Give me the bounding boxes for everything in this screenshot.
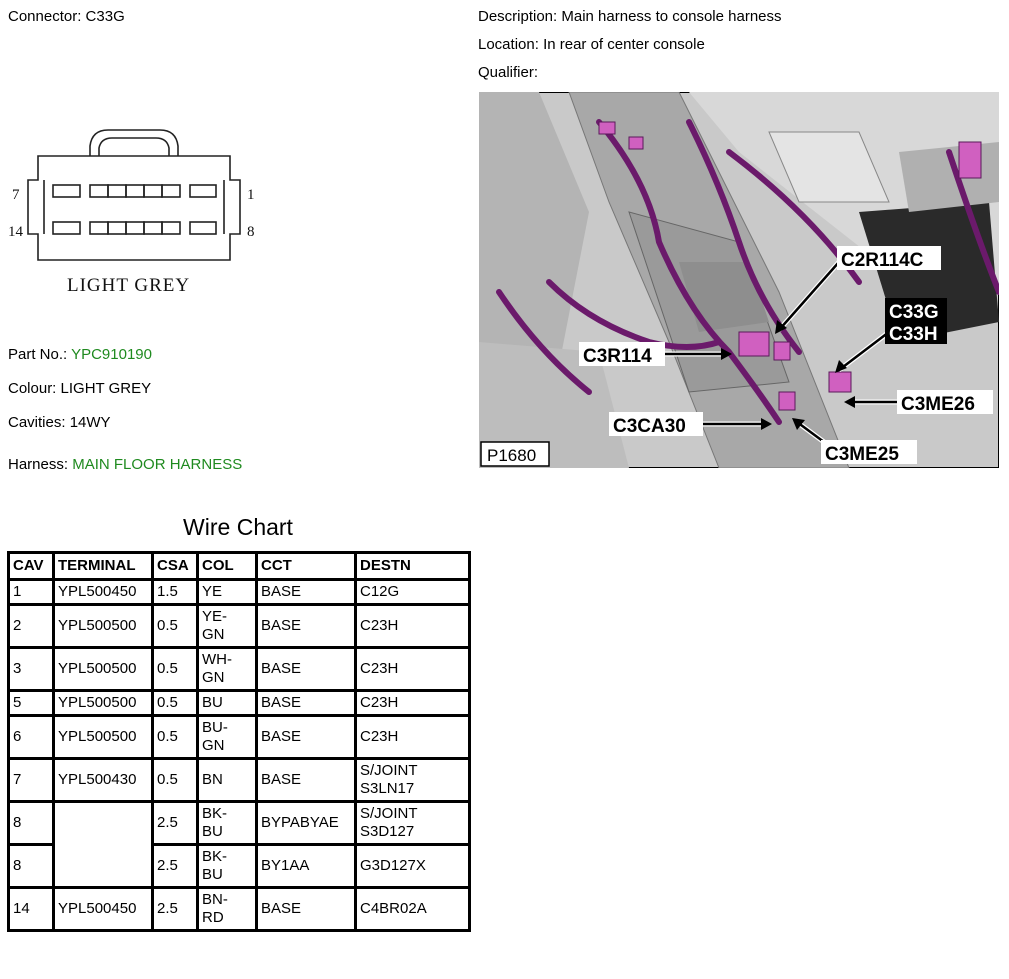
- cell-col: [198, 691, 257, 716]
- cell-col-text: YE: [202, 583, 223, 600]
- cell-col-text: BK-: [202, 805, 228, 822]
- cavities-label: Cavities:: [8, 414, 66, 431]
- cell-cct-text: BASE: [261, 771, 302, 788]
- cell-csa: [153, 802, 198, 845]
- cell-col: [198, 845, 257, 888]
- table-row: [9, 888, 470, 931]
- description-line: [478, 8, 782, 25]
- cell-col-text: BU: [202, 823, 223, 840]
- cell-cav: [9, 648, 54, 691]
- cell-cav-text: 7: [13, 771, 22, 788]
- callout-c3r114: C3R114: [583, 346, 652, 367]
- header-csa: CSA: [153, 553, 198, 580]
- cell-cav: [9, 759, 54, 802]
- pin-label-7: 7: [12, 187, 20, 203]
- cell-cav-text: 8: [13, 857, 22, 874]
- cell-cav-text: 3: [13, 660, 22, 677]
- cell-cav: [9, 888, 54, 931]
- header-cct: CCT: [257, 553, 356, 580]
- location-label: Location:: [478, 36, 539, 53]
- cell-col-text: BU: [202, 866, 223, 883]
- cavities-value: 14WY: [69, 414, 111, 431]
- cell-destn-text: C23H: [360, 617, 399, 634]
- cell-cav: [9, 580, 54, 605]
- table-row: [9, 580, 470, 605]
- part-no-line: [8, 346, 152, 363]
- cell-destn: [356, 845, 470, 888]
- callout-c3me25: C3ME25: [825, 444, 899, 465]
- cell-terminal-text: YPL500500: [58, 660, 137, 677]
- cell-destn-text: C23H: [360, 694, 399, 711]
- cell-terminal: [54, 716, 153, 759]
- cell-cav-text: 6: [13, 728, 22, 745]
- table-row: [9, 802, 470, 845]
- colour-line: [8, 380, 151, 397]
- cell-csa: [153, 888, 198, 931]
- description-label: Description:: [478, 8, 558, 25]
- connector-value: C33G: [85, 8, 125, 25]
- cell-cct-text: BASE: [261, 728, 302, 745]
- cell-col-text: YE-: [202, 608, 228, 625]
- cell-cct: [257, 648, 356, 691]
- header-terminal: TERMINAL: [54, 553, 153, 580]
- cell-cct: [257, 691, 356, 716]
- colour-value: LIGHT GREY: [60, 380, 152, 397]
- cell-col-text: GN: [202, 626, 225, 643]
- callout-c33g: C33G: [889, 302, 939, 323]
- cell-col: [198, 716, 257, 759]
- cell-cav: [9, 802, 54, 845]
- qualifier-line: [478, 64, 538, 81]
- cell-col-text: GN: [202, 669, 225, 686]
- description-value: Main harness to console harness: [561, 8, 782, 25]
- cell-terminal: [54, 580, 153, 605]
- location-line: [478, 36, 705, 53]
- cell-destn-text: C23H: [360, 660, 399, 677]
- cell-csa-text: 0.5: [157, 617, 178, 634]
- cell-cct-text: BASE: [261, 660, 302, 677]
- cell-cav: [9, 716, 54, 759]
- cell-terminal: [54, 888, 153, 931]
- cell-col-text: BN-: [202, 891, 228, 908]
- table-row: [9, 691, 470, 716]
- pin-label-8: 8: [247, 224, 255, 240]
- location-illustration: [479, 92, 999, 468]
- cell-csa: [153, 759, 198, 802]
- cell-destn-text: S3D127: [360, 823, 415, 840]
- cell-col: [198, 759, 257, 802]
- cell-csa-text: 0.5: [157, 728, 178, 745]
- cell-col-text: BU-: [202, 719, 228, 736]
- qualifier-label: Qualifier:: [478, 64, 539, 81]
- connector-label: Connector:: [8, 8, 82, 25]
- cell-cav: [9, 845, 54, 888]
- connector-face-drawing: [4, 118, 274, 308]
- cell-csa-text: 0.5: [157, 694, 178, 711]
- cell-cav: [9, 691, 54, 716]
- cell-destn-text: S/JOINT: [360, 805, 418, 822]
- cell-col-text: RD: [202, 909, 224, 926]
- cell-col-text: BK-: [202, 848, 228, 865]
- cell-cav-text: 8: [13, 814, 22, 831]
- cell-terminal-text: YPL500450: [58, 900, 137, 917]
- colour-label: Colour:: [8, 380, 57, 397]
- cell-destn-text: C23H: [360, 728, 399, 745]
- part-no-value[interactable]: YPC910190: [71, 346, 152, 363]
- cell-destn-text: G3D127X: [360, 857, 426, 874]
- cell-terminal-text: YPL500450: [58, 583, 137, 600]
- cell-terminal-text: YPL500500: [58, 728, 137, 745]
- cell-cct-text: BASE: [261, 900, 302, 917]
- cell-cav-text: 2: [13, 617, 22, 634]
- cell-col: [198, 605, 257, 648]
- cell-destn: [356, 648, 470, 691]
- callout-c33h: C33H: [889, 324, 938, 345]
- cell-col-text: WH-: [202, 651, 232, 668]
- cell-terminal: [54, 759, 153, 802]
- header-destn: DESTN: [356, 553, 470, 580]
- cell-csa: [153, 845, 198, 888]
- cell-cct: [257, 759, 356, 802]
- table-row: [9, 648, 470, 691]
- callout-c3me26: C3ME26: [901, 394, 975, 415]
- cell-csa-text: 2.5: [157, 857, 178, 874]
- connector-line: [8, 8, 125, 25]
- cell-col-text: BN: [202, 771, 223, 788]
- cell-destn: [356, 580, 470, 605]
- header-cav: CAV: [9, 553, 54, 580]
- cell-cav-text: 5: [13, 694, 22, 711]
- cell-cct: [257, 888, 356, 931]
- part-no-label: Part No.:: [8, 346, 68, 363]
- table-row: [9, 759, 470, 802]
- cell-csa: [153, 648, 198, 691]
- cell-cct-text: BASE: [261, 617, 302, 634]
- cell-csa-text: 1.5: [157, 583, 178, 600]
- cell-csa: [153, 716, 198, 759]
- cell-destn-text: S3LN17: [360, 780, 415, 797]
- cell-col: [198, 580, 257, 605]
- harness-line: [8, 456, 242, 473]
- cell-cct: [257, 802, 356, 845]
- cell-cct: [257, 845, 356, 888]
- cell-destn: [356, 759, 470, 802]
- cell-csa-text: 2.5: [157, 814, 178, 831]
- cell-cct-text: BY1AA: [261, 857, 310, 874]
- cell-col: [198, 802, 257, 845]
- cell-destn-text: S/JOINT: [360, 762, 418, 779]
- pin-label-14: 14: [8, 224, 23, 240]
- wire-chart-table: [7, 551, 471, 932]
- cavities-line: [8, 414, 111, 431]
- cell-cct-text: BASE: [261, 694, 302, 711]
- cell-cav: [9, 605, 54, 648]
- harness-label: Harness:: [8, 456, 69, 473]
- pin-label-1: 1: [247, 187, 255, 203]
- cell-destn: [356, 716, 470, 759]
- cell-terminal: [54, 802, 153, 888]
- cell-csa: [153, 691, 198, 716]
- header-col: COL: [198, 553, 257, 580]
- harness-value[interactable]: MAIN FLOOR HARNESS: [72, 456, 243, 473]
- wire-chart-title: Wire Chart: [183, 514, 293, 540]
- drawing-caption: LIGHT GREY: [67, 275, 191, 296]
- cell-terminal-text: YPL500500: [58, 694, 137, 711]
- cell-cct-text: BYPABYAE: [261, 814, 339, 831]
- cell-destn-text: C4BR02A: [360, 900, 427, 917]
- cell-terminal-text: YPL500500: [58, 617, 137, 634]
- cell-terminal-text: YPL500430: [58, 771, 137, 788]
- cell-csa-text: 0.5: [157, 660, 178, 677]
- cell-terminal: [54, 648, 153, 691]
- cell-csa-text: 0.5: [157, 771, 178, 788]
- table-row: [9, 716, 470, 759]
- table-row: [9, 605, 470, 648]
- cell-cct: [257, 605, 356, 648]
- cell-destn: [356, 802, 470, 845]
- location-value: In rear of center console: [543, 36, 705, 53]
- cell-cct-text: BASE: [261, 583, 302, 600]
- figure-id: P1680: [487, 446, 537, 465]
- cell-cav-text: 1: [13, 583, 22, 600]
- cell-col: [198, 648, 257, 691]
- cell-destn: [356, 888, 470, 931]
- callout-c2r114c: C2R114C: [841, 250, 924, 271]
- cell-cct: [257, 716, 356, 759]
- table-header-row: [9, 553, 470, 580]
- cell-destn-text: C12G: [360, 583, 400, 600]
- cell-terminal: [54, 691, 153, 716]
- cell-csa-text: 2.5: [157, 900, 178, 917]
- cell-col-text: GN: [202, 737, 225, 754]
- cell-cav-text: 14: [13, 900, 30, 917]
- cell-terminal: [54, 605, 153, 648]
- cell-destn: [356, 691, 470, 716]
- cell-destn: [356, 605, 470, 648]
- cell-cct: [257, 580, 356, 605]
- cell-csa: [153, 605, 198, 648]
- cell-col: [198, 888, 257, 931]
- cell-col-text: BU: [202, 694, 223, 711]
- callout-c3ca30: C3CA30: [613, 416, 686, 437]
- cell-csa: [153, 580, 198, 605]
